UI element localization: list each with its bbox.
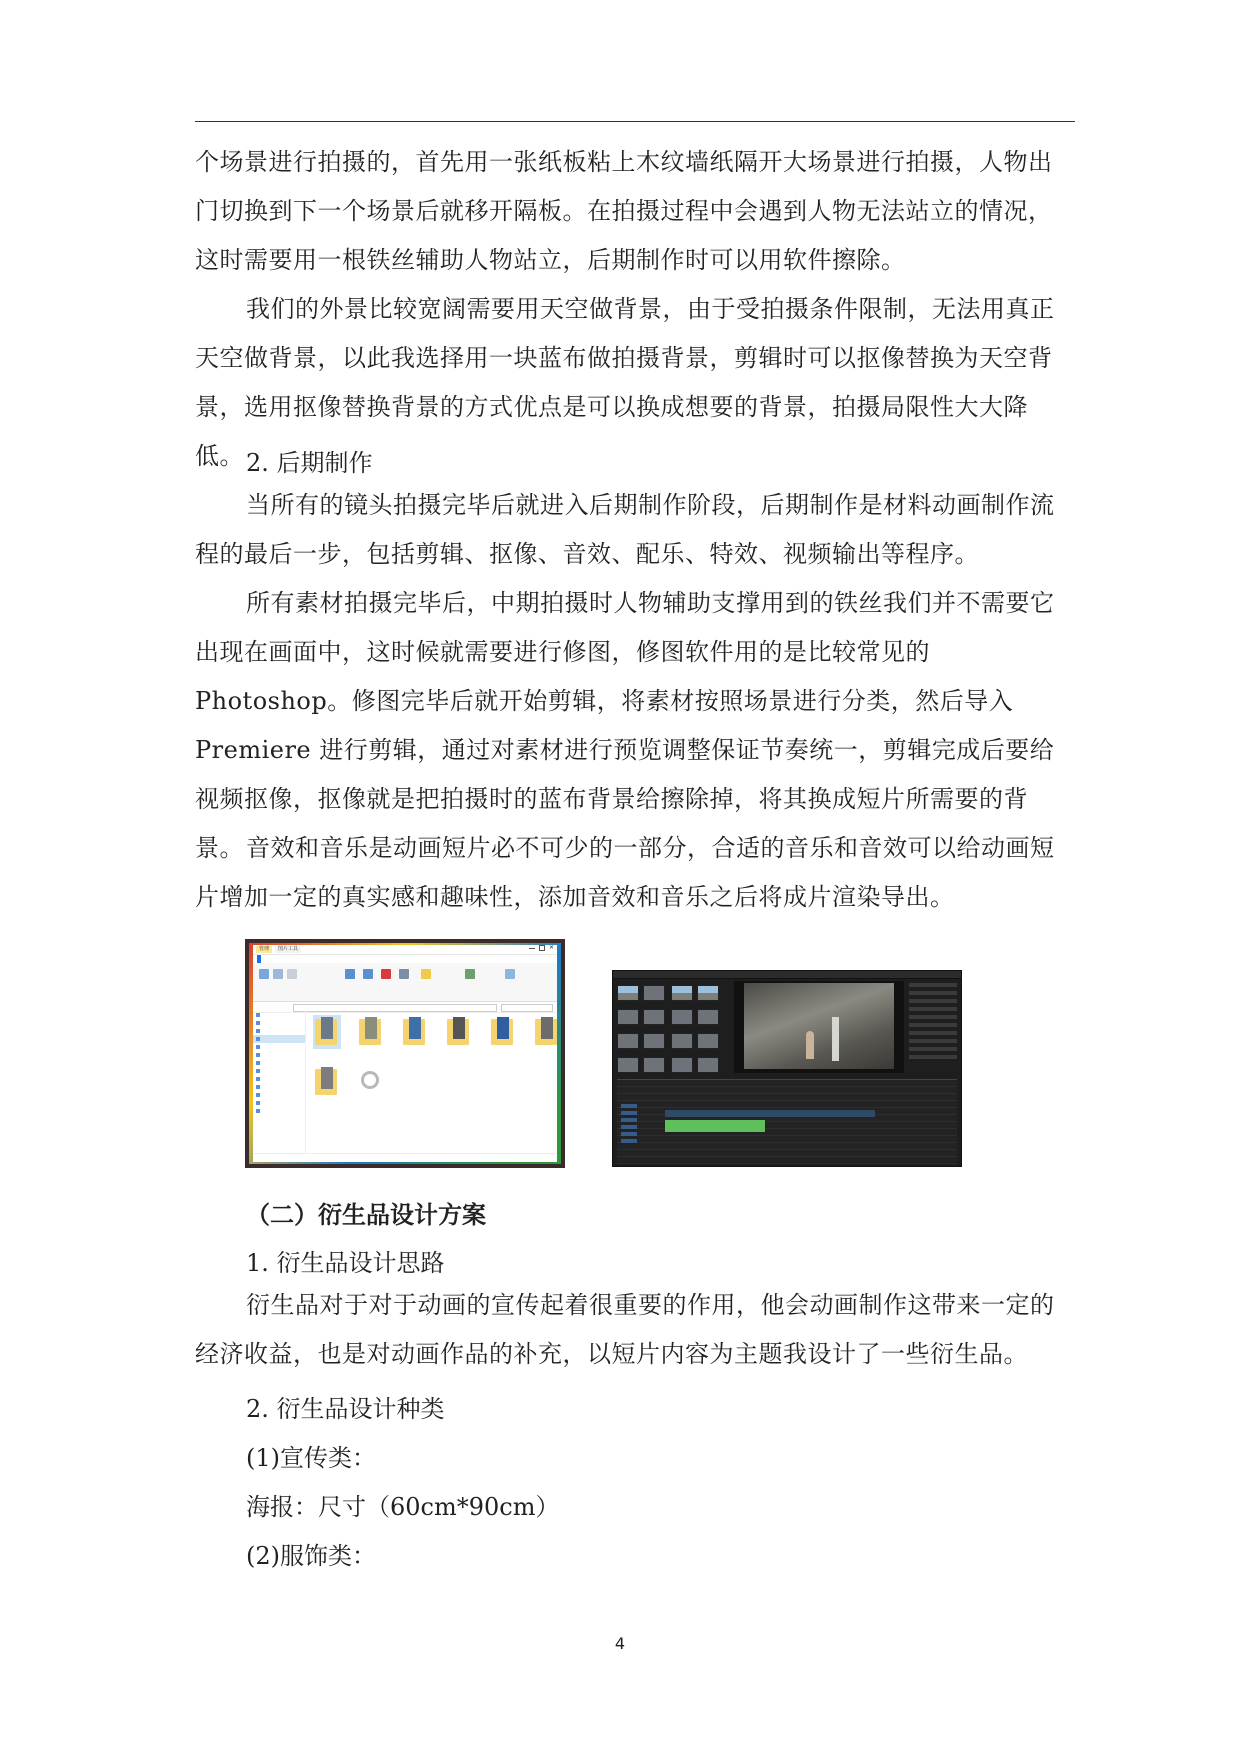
clip-thumbnail	[617, 1009, 639, 1025]
effects-panel	[909, 983, 957, 1073]
folder-icon	[401, 1015, 429, 1049]
audio-clip	[665, 1120, 765, 1132]
subheading-post-production: 2. 后期制作	[246, 449, 373, 477]
program-monitor	[734, 981, 904, 1073]
clip-thumbnail	[671, 1057, 693, 1073]
folder-icon	[313, 1065, 341, 1099]
clip-thumbnail	[617, 985, 639, 1001]
timeline-panel	[617, 1079, 957, 1162]
paste-icon	[287, 969, 297, 979]
minimize-icon	[529, 945, 535, 949]
page-number: 4	[614, 1634, 626, 1653]
maximize-icon	[539, 945, 545, 951]
premiere-menu-bar	[613, 971, 961, 979]
settings-file-icon	[357, 1065, 385, 1099]
preview-frame	[744, 983, 894, 1069]
address-field	[293, 1004, 497, 1012]
paragraph-retouch-edit: 所有素材拍摄完毕后，中期拍摄时人物辅助支撑用到的铁丝我们并不需要它出现在画面中，这时候就需要进行修图，修图软件用的是比较常见的 Photoshop。修图完毕后就开始剪辑，将素材按照场景进行分类，然后导入 Premiere 进行剪辑，通过对素材进行预览调整保证节奏统一，剪辑完成后要给视频抠像，抠像就是把拍摄时的蓝布背景给擦除掉，将其换成短片所需要的背景。	[195, 589, 1055, 862]
list-item-promotion: (1)宣传类：	[246, 1444, 376, 1472]
paragraph-post-stage: 当所有的镜头拍摄完毕后就进入后期制作阶段，后期制作是材料动画制作流程的最后一步，包括剪辑、抠像、音效、配乐、特效、视频输出等程序。	[195, 491, 1055, 568]
subheading-design-types: 2. 衍生品设计种类	[246, 1395, 445, 1423]
clip-thumbnail	[697, 1033, 719, 1049]
select-all-icon	[505, 969, 515, 979]
explorer-menu-bar	[253, 955, 557, 963]
clip-thumbnail	[617, 1057, 639, 1073]
explorer-navigation-pane	[253, 1011, 306, 1154]
explorer-window	[253, 945, 557, 1162]
explorer-status-bar	[253, 1153, 557, 1162]
poster-spec: 海报：尺寸（60cm*90cm）	[246, 1493, 560, 1521]
track-headers	[621, 1104, 651, 1146]
explorer-tab-picture-tools: 图片工具	[275, 946, 301, 953]
paragraph-scene-partition: 个场景进行拍摄的，首先用一张纸板粘上木纹墙纸隔开大场景进行拍摄，人物出门切换到下一个场景后就移开隔板。在拍摄过程中会遇到人物无法站立的情况，这时需要用一根铁丝辅助人物站立，后期制作时可以用软件擦除。	[195, 148, 1053, 274]
header-rule	[195, 121, 1075, 122]
clip-thumbnail	[671, 1009, 693, 1025]
close-icon: ✕	[549, 944, 555, 951]
menu-file-tab	[257, 955, 261, 963]
clip-thumbnail	[671, 1033, 693, 1049]
explorer-ribbon	[253, 963, 557, 1002]
paragraph-derivative-purpose: 衍生品对于对于动画的宣传起着很重要的作用，他会动画制作这带来一定的经济收益，也是对动画作品的补充，以短片内容为主题我设计了一些衍生品。	[195, 1291, 1055, 1368]
clip-thumbnail	[697, 1009, 719, 1025]
section-title: （二）衍生品设计方案	[246, 1201, 486, 1229]
puppet-figure	[806, 1031, 814, 1059]
subheading-design-idea: 1. 衍生品设计思路	[246, 1249, 445, 1277]
clip-thumbnail	[643, 1057, 665, 1073]
folder-icon	[313, 1015, 341, 1049]
paragraph-sky-background: 我们的外景比较宽阔需要用天空做背景，由于受拍摄条件限制，无法用真正天空做背景，以此我选择用一块蓝布做拍摄背景，剪辑时可以抠像替换为天空背景，选用抠像替换背景的方式优点是可以换成想要的背景，拍摄局限性大大降低。	[195, 295, 1055, 470]
explorer-title-bar	[253, 945, 557, 955]
folder-icon	[489, 1015, 517, 1049]
clip-thumbnail	[617, 1033, 639, 1049]
clip-thumbnail	[671, 985, 693, 1001]
pin-icon	[259, 969, 269, 979]
copy-to-icon	[363, 969, 373, 979]
folder-icon	[445, 1015, 473, 1049]
search-field	[501, 1004, 553, 1012]
clip-thumbnail	[697, 985, 719, 1001]
clip-thumbnail	[697, 1057, 719, 1073]
stool-prop	[832, 1017, 839, 1061]
explorer-tab-manage: 管理	[256, 946, 272, 953]
video-clip	[665, 1110, 875, 1117]
rename-icon	[399, 969, 409, 979]
paragraph-sound-music: 音效和音乐是动画短片必不可少的一部分，合适的音乐和音效可以给动画短片增加一定的真实感和趣味性，添加音效和音乐之后将成片渲染导出。	[195, 834, 1055, 911]
folder-icon	[533, 1015, 561, 1049]
move-to-icon	[345, 969, 355, 979]
copy-icon	[273, 969, 283, 979]
file-explorer-screenshot	[245, 939, 565, 1168]
premiere-screenshot	[612, 970, 962, 1167]
clip-thumbnail	[643, 1009, 665, 1025]
list-item-apparel: (2)服饰类：	[246, 1542, 376, 1570]
delete-icon	[381, 969, 391, 979]
properties-icon	[465, 969, 475, 979]
clip-thumbnail	[643, 985, 665, 1001]
clip-thumbnail	[643, 1033, 665, 1049]
folder-icon	[357, 1015, 385, 1049]
new-folder-icon	[421, 969, 431, 979]
